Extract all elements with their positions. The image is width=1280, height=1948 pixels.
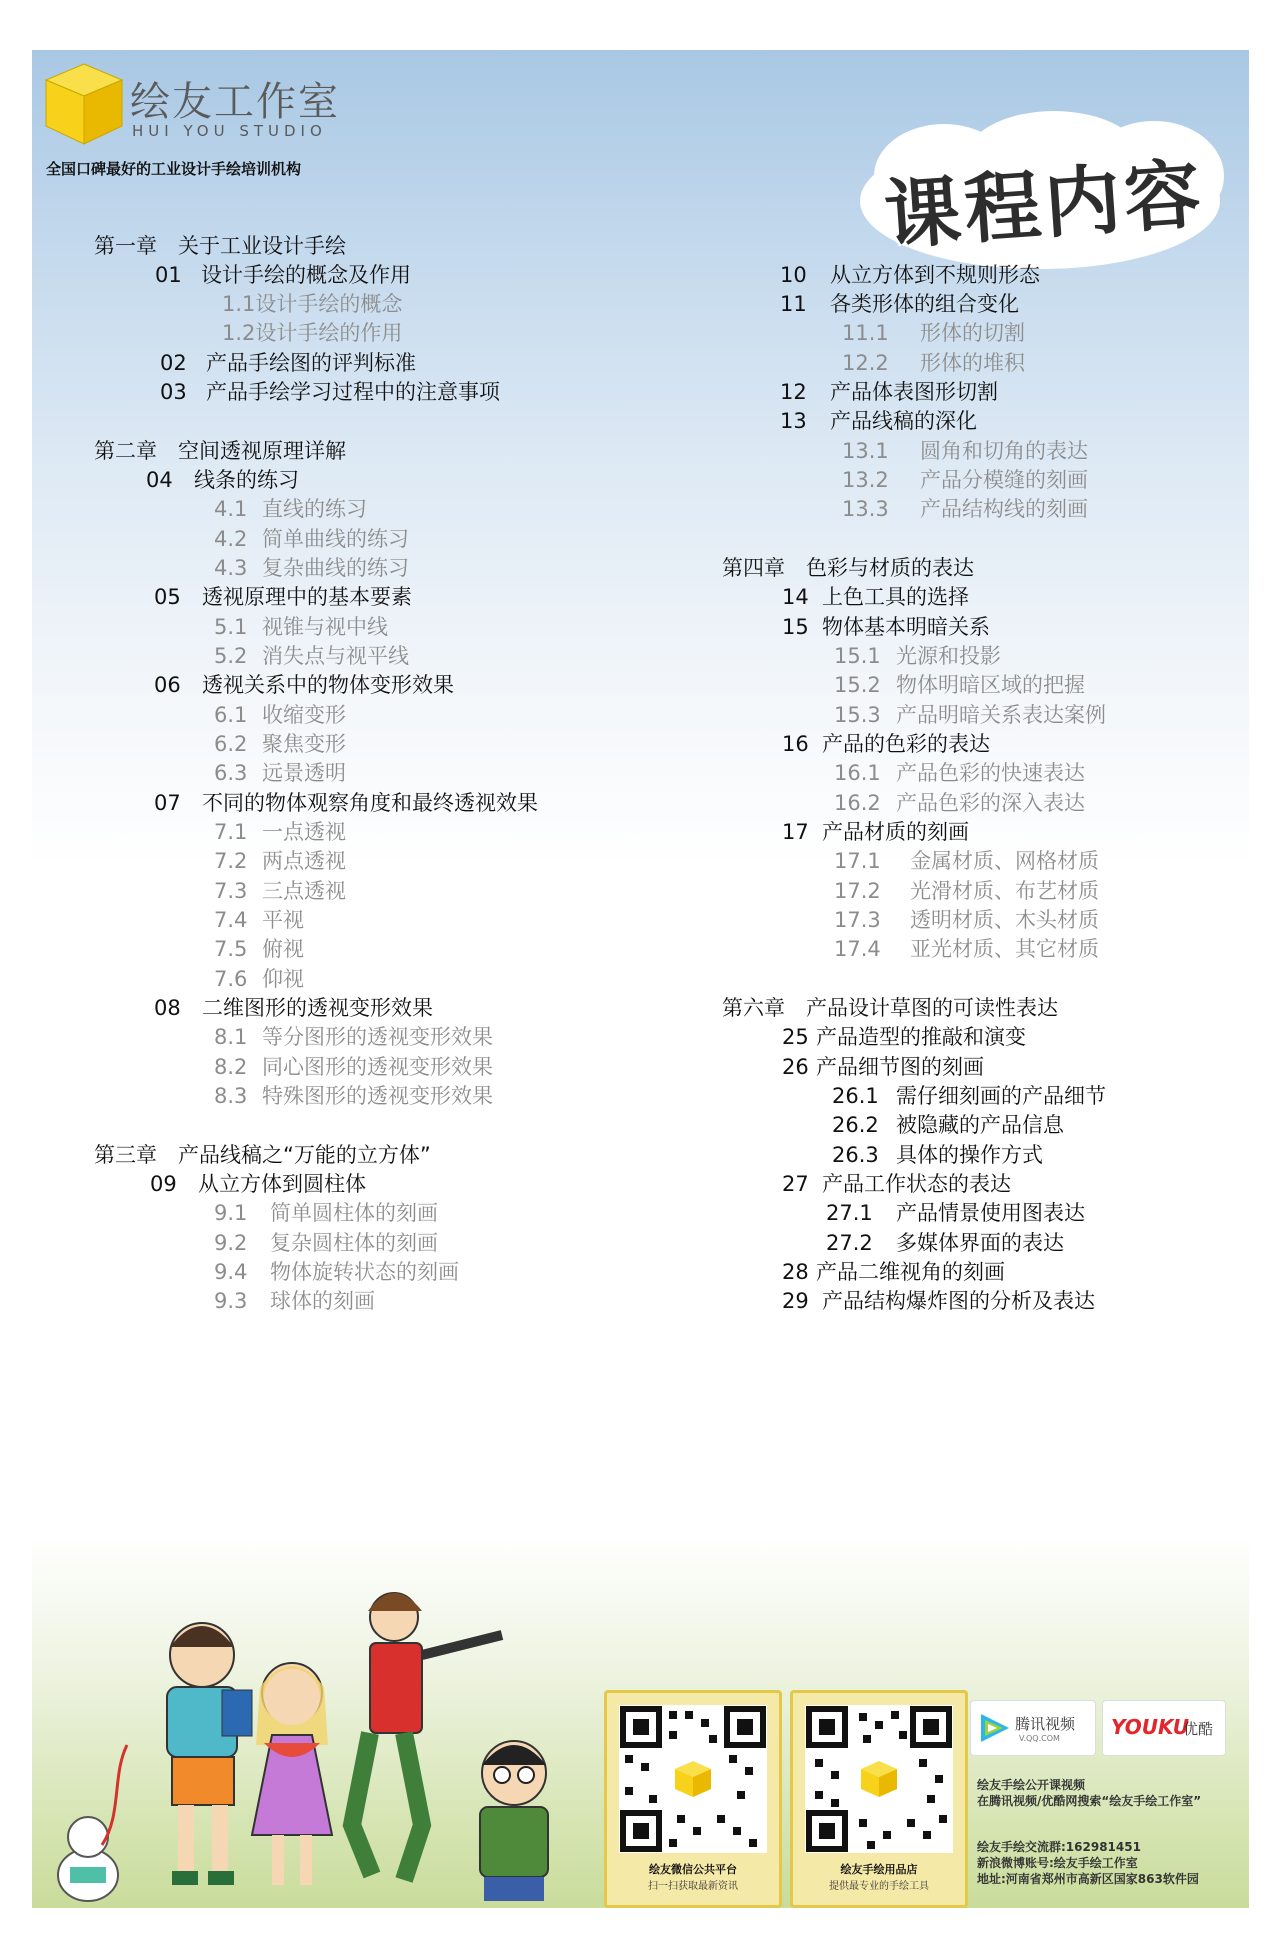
- subsection-7-2: 7.2 两点透视: [214, 849, 346, 873]
- subsection-9-1: 9.1 简单圆柱体的刻画: [214, 1201, 438, 1225]
- section-08: 08 二维图形的透视变形效果: [154, 996, 433, 1020]
- shop-qr-subtitle: 提供最专业的手绘工具: [829, 1881, 929, 1892]
- subsection-7-6: 7.6 仰视: [214, 967, 304, 991]
- subsection-7-5: 7.5 俯视: [214, 937, 304, 961]
- section-04: 04 线条的练习: [146, 468, 299, 492]
- subsection-13-2: 13.2 产品分模缝的刻画: [842, 468, 1088, 492]
- video-search-hint: 在腾讯视频/优酷网搜索“绘友手绘工作室”: [977, 1794, 1202, 1808]
- subsection-27-1: 27.1 产品情景使用图表达: [826, 1201, 1085, 1225]
- subsection-15-1: 15.1 光源和投影: [834, 644, 1001, 668]
- subsection-4-1: 4.1 直线的练习: [214, 497, 367, 521]
- subsection-17-3: 17.3 透明材质、木头材质: [834, 908, 1099, 932]
- subsection-5-1: 5.1 视锥与视中线: [214, 615, 388, 639]
- subsection-4-2: 4.2 简单曲线的练习: [214, 527, 409, 551]
- section-17: 17 产品材质的刻画: [782, 820, 969, 844]
- wechat-qr-title: 绘友微信公共平台: [649, 1863, 737, 1876]
- subsection-5-2: 5.2 消失点与视平线: [214, 644, 409, 668]
- section-13: 13 产品线稿的深化: [780, 409, 977, 433]
- section-26: 26 产品细节图的刻画: [782, 1055, 984, 1079]
- section-03: 03 产品手绘学习过程中的注意事项: [160, 380, 500, 404]
- subsection-17-1: 17.1 金属材质、网格材质: [834, 849, 1099, 873]
- course-poster: [32, 50, 1249, 1908]
- section-11: 11 各类形体的组合变化: [780, 292, 1019, 316]
- logo-chinese-name: 绘友工作室: [130, 79, 340, 125]
- section-02: 02 产品手绘图的评判标准: [160, 351, 416, 375]
- subsection-12-2: 12.2 形体的堆积: [842, 351, 1025, 375]
- subsection-16-2: 16.2 产品色彩的深入表达: [834, 791, 1085, 815]
- section-01: 01 设计手绘的概念及作用: [155, 263, 411, 287]
- youku-logo: YOUKU: [1111, 1715, 1190, 1739]
- subsection-9-4: 9.4 物体旋转状态的刻画: [214, 1260, 459, 1284]
- section-25: 25 产品造型的推敲和演变: [782, 1025, 1026, 1049]
- section-27: 27 产品工作状态的表达: [782, 1172, 1011, 1196]
- section-06: 06 透视关系中的物体变形效果: [154, 673, 454, 697]
- wechat-qr-code-icon[interactable]: [619, 1705, 767, 1853]
- tencent-video-badge[interactable]: [970, 1700, 1096, 1756]
- wechat-qr-panel: [604, 1690, 782, 1908]
- section-09: 09 从立方体到圆柱体: [150, 1172, 366, 1196]
- subsection-8-2: 8.2 同心图形的透视变形效果: [214, 1055, 493, 1079]
- subsection-1-2: 1.2设计手绘的作用: [222, 321, 403, 345]
- subsection-6-2: 6.2 聚焦变形: [214, 732, 346, 756]
- weibo-account: 新浪微博账号:绘友手绘工作室: [977, 1856, 1138, 1870]
- subsection-8-3: 8.3 特殊图形的透视变形效果: [214, 1084, 493, 1108]
- tencent-video-url: V.QQ.COM: [1019, 1734, 1060, 1743]
- youku-cn-label: 优酷: [1183, 1720, 1214, 1738]
- subsection-26-1: 26.1 需仔细刻画的产品细节: [832, 1084, 1106, 1108]
- poster-title: 课程内容: [881, 148, 1208, 261]
- subsection-7-4: 7.4 平视: [214, 908, 304, 932]
- tencent-video-label: 腾讯视频: [1015, 1715, 1076, 1733]
- section-15: 15 物体基本明暗关系: [782, 615, 990, 639]
- shop-qr-title: 绘友手绘用品店: [840, 1863, 918, 1876]
- video-info-title: 绘友手绘公开课视频: [977, 1778, 1086, 1792]
- subsection-15-2: 15.2 物体明暗区域的把握: [834, 673, 1085, 697]
- subsection-15-3: 15.3 产品明暗关系表达案例: [834, 703, 1106, 727]
- subsection-6-1: 6.1 收缩变形: [214, 703, 346, 727]
- section-14: 14 上色工具的选择: [782, 585, 969, 609]
- chapter-2-heading: 第二章 空间透视原理详解: [94, 439, 346, 463]
- subsection-7-1: 7.1 一点透视: [214, 820, 346, 844]
- section-10: 10 从立方体到不规则形态: [780, 263, 1040, 287]
- tencent-video-icon: [977, 1711, 1011, 1745]
- chapter-1-heading: 第一章 关于工业设计手绘: [94, 234, 346, 258]
- qq-group-number: 绘友手绘交流群:162981451: [977, 1840, 1141, 1854]
- section-29: 29 产品结构爆炸图的分析及表达: [782, 1289, 1095, 1313]
- subsection-4-3: 4.3 复杂曲线的练习: [214, 556, 409, 580]
- shop-qr-code-icon[interactable]: [805, 1705, 953, 1853]
- subsection-13-3: 13.3 产品结构线的刻画: [842, 497, 1088, 521]
- subsection-7-3: 7.3 三点透视: [214, 879, 346, 903]
- chapter-4-heading: 第四章 色彩与材质的表达: [722, 556, 974, 580]
- subsection-6-3: 6.3 远景透明: [214, 761, 346, 785]
- wechat-qr-subtitle: 扫一扫获取最新资讯: [648, 1881, 738, 1892]
- chapter-6-heading: 第六章 产品设计草图的可读性表达: [722, 996, 1058, 1020]
- section-12: 12 产品体表图形切割: [780, 380, 998, 404]
- subsection-26-3: 26.3 具体的操作方式: [832, 1143, 1043, 1167]
- subsection-1-1: 1.1设计手绘的概念: [222, 292, 403, 316]
- section-05: 05 透视原理中的基本要素: [154, 585, 412, 609]
- section-07: 07 不同的物体观察角度和最终透视效果: [154, 791, 538, 815]
- subsection-27-2: 27.2 多媒体界面的表达: [826, 1231, 1064, 1255]
- subsection-9-2: 9.2 复杂圆柱体的刻画: [214, 1231, 438, 1255]
- subsection-11-1: 11.1 形体的切割: [842, 321, 1025, 345]
- chapter-3-heading: 第三章 产品线稿之“万能的立方体”: [94, 1143, 431, 1167]
- cube-logo-icon: [44, 62, 124, 146]
- subsection-13-1: 13.1 圆角和切角的表达: [842, 439, 1088, 463]
- section-16: 16 产品的色彩的表达: [782, 732, 990, 756]
- section-28: 28 产品二维视角的刻画: [782, 1260, 1005, 1284]
- youku-badge[interactable]: [1102, 1700, 1226, 1756]
- slogan: 全国口碑最好的工业设计手绘培训机构: [46, 160, 302, 178]
- subsection-16-1: 16.1 产品色彩的快速表达: [834, 761, 1085, 785]
- subsection-17-4: 17.4 亚光材质、其它材质: [834, 937, 1099, 961]
- subsection-17-2: 17.2 光滑材质、布艺材质: [834, 879, 1099, 903]
- subsection-8-1: 8.1 等分图形的透视变形效果: [214, 1025, 493, 1049]
- shop-qr-panel: [790, 1690, 968, 1908]
- cartoon-kids-illustration-icon: [32, 1575, 592, 1908]
- logo-english-name: HUI YOU STUDIO: [132, 122, 327, 140]
- address: 地址:河南省郑州市高新区国家863软件园: [977, 1872, 1199, 1886]
- subsection-26-2: 26.2 被隐藏的产品信息: [832, 1113, 1064, 1137]
- subsection-9-3: 9.3 球体的刻画: [214, 1289, 375, 1313]
